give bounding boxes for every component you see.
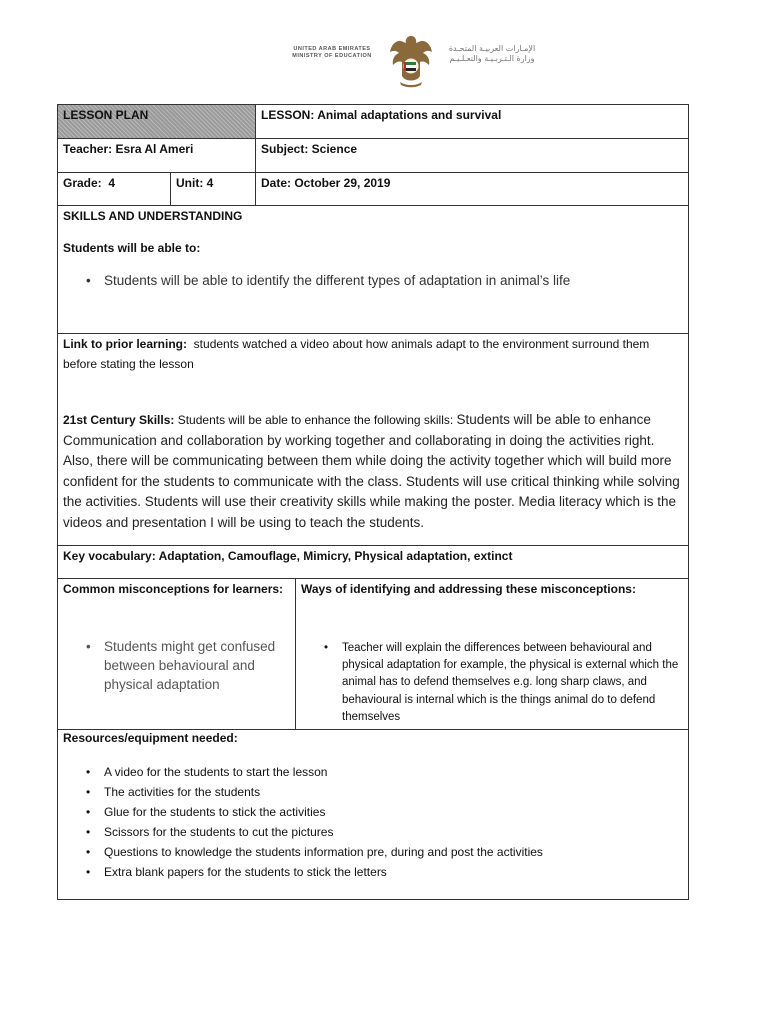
teacher-name: Teacher: Esra Al Ameri [63,142,194,156]
row-resources [58,730,688,899]
lesson-plan-label: LESSON PLAN [63,108,149,122]
able-heading: Students will be able to: [63,241,201,255]
falcon-emblem-icon [388,32,434,90]
subject-cell [256,139,688,172]
ways-heading: Ways of identifying and addressing these misconceptions: [301,582,636,596]
list-item: • A video for the students to start the lesson [58,762,678,782]
objectives-list [58,271,678,292]
list-item: • Extra blank papers for the students to stick the letters [58,862,678,882]
lesson-title: LESSON: Animal adaptations and survival [261,108,502,122]
ways-cell [296,579,688,729]
date-cell [256,173,688,205]
prior-learning-label: Link to prior learning: [63,337,188,351]
row-title [58,105,688,139]
row-skills [58,206,688,334]
grade-cell [58,173,171,205]
skills-heading: SKILLS AND UNDERSTANDING [63,209,243,223]
teacher-cell [58,139,256,172]
century-skills-intro: Students will be able to enhance the following skills: [174,413,457,427]
lesson-cell [256,105,688,138]
list-item: • Scissors for the students to cut the pictures [58,822,678,842]
unit: Unit: 4 [176,176,214,190]
prior-learning [63,334,663,374]
row-misconceptions [58,579,688,730]
list-item: • Glue for the students to stick the activities [58,802,678,822]
misconceptions-heading: Common misconceptions for learners: [63,582,284,596]
logo-english-text: UNITED ARAB EMIRATES MINISTRY OF EDUCATION [292,46,372,59]
date: Date: October 29, 2019 [261,176,391,190]
misconceptions-list [58,637,290,694]
row-prior-learning [58,334,688,546]
list-item: • Students will be able to identify the different types of adaptation in animal’s life [58,271,678,292]
century-skills-label: 21st Century Skills: [63,413,175,427]
ministry-logo [280,30,542,92]
grade: Grade: 4 [63,176,116,190]
list-item: • Students might get confused between behavioural and physical adaptation [58,637,290,694]
subject: Subject: Science [261,142,358,156]
century-skills-text: Students will be able to enhance Communication and collaboration by working together and collaborating in doing the activities right. Also, there will be communicating between them while doing the activity together which will build more confident for the students to communicate with the class. Students will use critical thinking while solving the activities. Students will use their creativity skills while making the poster. Media literacy which is the videos and presentation I will be using to teach the students. [63,412,680,530]
key-vocabulary: Key vocabulary: Adaptation, Camouflage, Mimicry, Physical adaptation, extinct [63,549,513,563]
row-teacher [58,139,688,173]
ways-list [296,640,681,726]
lesson-plan-table [57,104,689,900]
lesson-plan-cell [58,105,256,138]
misconceptions-cell [58,579,296,729]
resources-heading: Resources/equipment needed: [63,731,238,745]
list-item: • The activities for the students [58,782,678,802]
unit-cell [171,173,256,205]
list-item: • Teacher will explain the differences between behavioural and physical adaptation for example, the physical is external which the animal has to defend themselves e.g. long sharp claws, and behavioural is internal which is the things animal do to defend themselves [296,640,681,726]
century-skills [63,410,685,533]
resources-list [58,762,678,882]
logo-arabic-text: الإمـارات العربيـة المتحـدة وزارة الـتـربـيـة والتعـلـيـم [448,44,536,63]
list-item: • Questions to knowledge the students information pre, during and post the activities [58,842,678,862]
row-grade [58,173,688,206]
row-vocabulary [58,546,688,579]
prior-learning-text: students watched a video about how animals adapt to the environment surround them before stating the lesson [63,337,653,371]
